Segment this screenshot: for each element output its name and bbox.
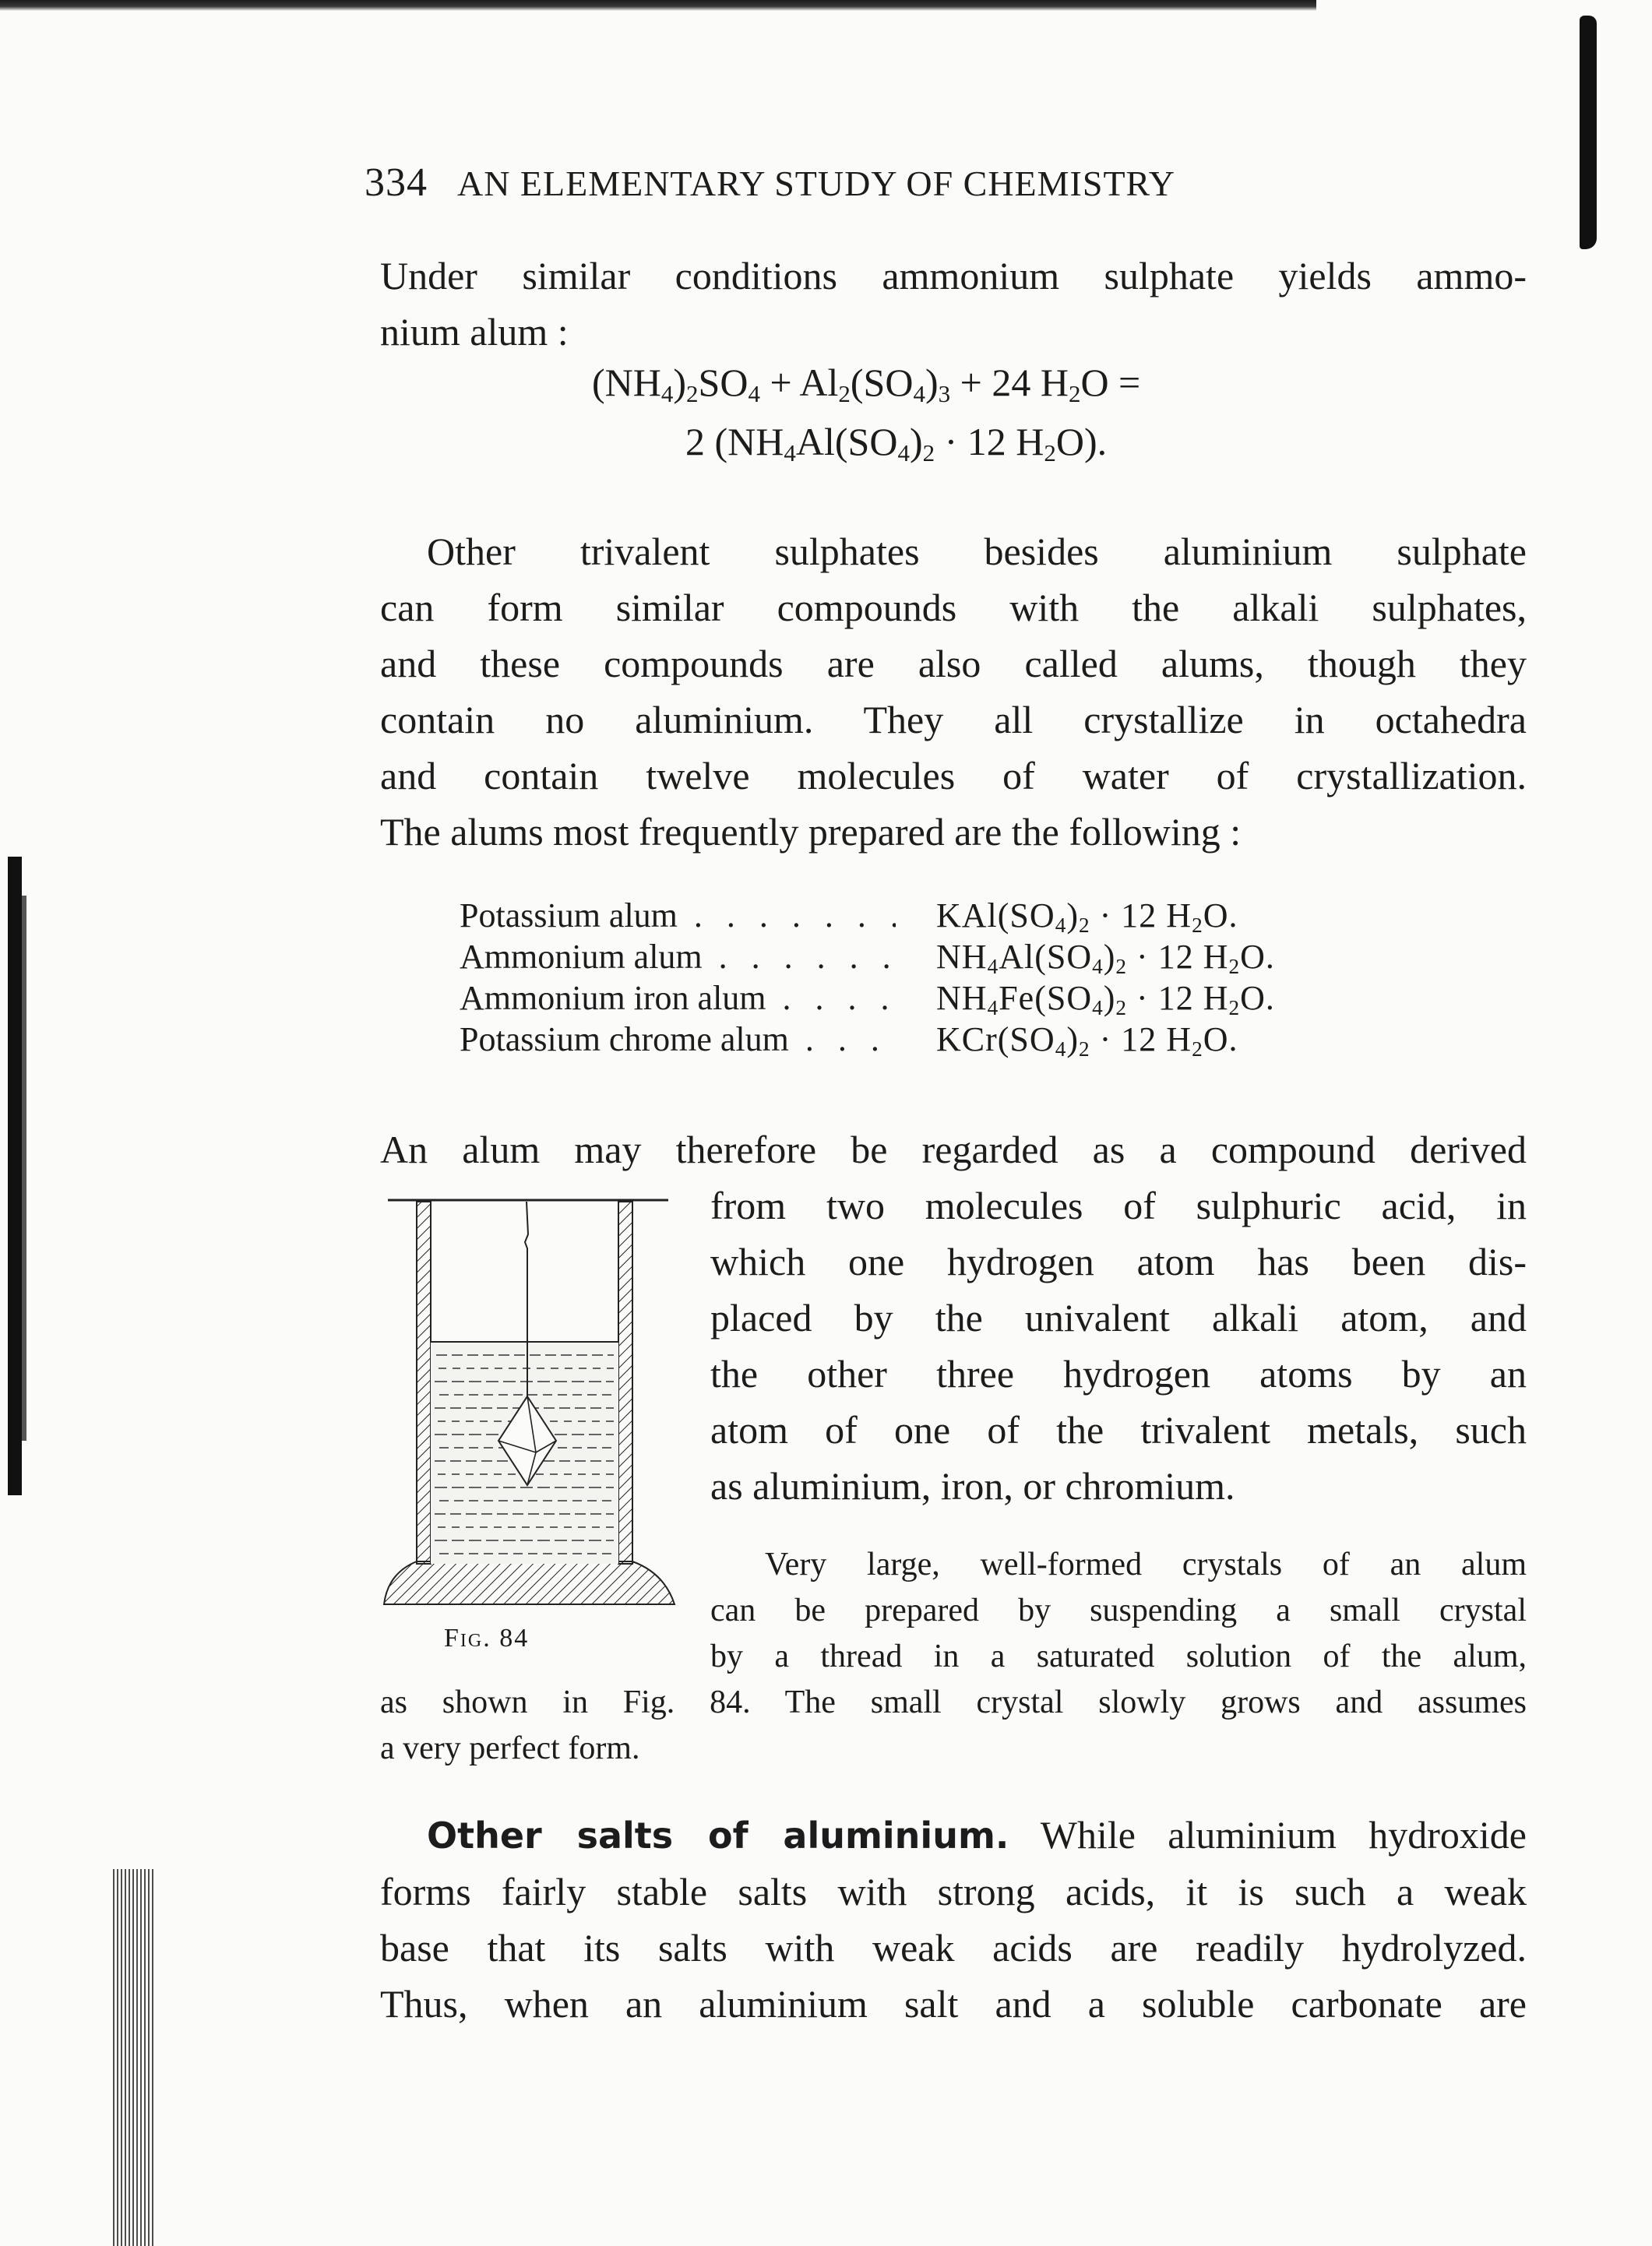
alums-line: contain no aluminium. They all crystallize in octahedra xyxy=(380,698,1527,741)
alum-formula xyxy=(896,896,1238,935)
formula-part: NH xyxy=(936,979,988,1017)
formula-sub: 2 xyxy=(1192,913,1203,937)
beaker-base xyxy=(384,1561,675,1604)
formula-sub: 2 xyxy=(1228,954,1241,978)
figure-label-number: 84 xyxy=(499,1624,530,1653)
alums-paragraph xyxy=(380,523,1527,860)
salts-paragraph xyxy=(380,1807,1527,2032)
formula-part: Fe(SO xyxy=(999,979,1093,1017)
eq1-part: ) xyxy=(925,361,939,404)
page-number: 334 xyxy=(365,160,428,205)
crystal-note-full xyxy=(380,1680,1527,1772)
eq1-sub: 4 xyxy=(748,379,760,407)
eq2-part: Al(SO xyxy=(795,420,898,463)
formula-part: · 12 H xyxy=(1127,979,1229,1017)
equation-line-2 xyxy=(685,419,1107,464)
intro-paragraph xyxy=(380,248,1527,360)
beaker-wall-left xyxy=(417,1202,431,1564)
formula-sub: 4 xyxy=(1055,913,1067,937)
alum-formula xyxy=(896,978,1275,1018)
crystal-note-wrapped xyxy=(710,1542,1527,1680)
table-row xyxy=(460,1019,1472,1061)
eq1-sub: 2 xyxy=(1068,379,1081,407)
crystal-note-line: can be prepared by suspending a small crystal xyxy=(710,1593,1527,1628)
formula-part: · 12 H xyxy=(1090,896,1192,935)
alum-name: Ammonium alum . . . xyxy=(460,937,896,977)
crystal-note-line: as shown in Fig. 84. The small crystal slowly grows and assumes xyxy=(380,1684,1527,1720)
alum-name: Potassium alum . . . xyxy=(460,896,896,935)
salts-heading: Other salts of aluminium. xyxy=(427,1815,1009,1857)
derived-line: the other three hydrogen atoms by an xyxy=(710,1352,1527,1396)
derived-wrapped xyxy=(710,1178,1527,1514)
eq2-sub: 4 xyxy=(784,438,796,466)
formula-part: NH xyxy=(936,938,988,976)
scan-binding-marks xyxy=(113,1869,156,2246)
running-title: AN ELEMENTARY STUDY OF CHEMISTRY xyxy=(456,164,1175,203)
alum-name: Potassium chrome alum . . . xyxy=(460,1019,896,1059)
eq1-sub: 2 xyxy=(838,379,851,407)
eq2-part: O). xyxy=(1055,420,1108,463)
eq1-part: O = xyxy=(1080,361,1141,404)
formula-sub: 2 xyxy=(1228,995,1241,1019)
formula-part: · 12 H xyxy=(1090,1020,1192,1058)
alums-line: Other trivalent sulphates besides aluminium sulphate xyxy=(427,530,1527,573)
scan-edge-top xyxy=(0,0,1316,11)
alum-formula xyxy=(896,937,1275,977)
derived-first-line xyxy=(380,1121,1527,1178)
figure-label-prefix: Fig. xyxy=(444,1624,491,1653)
derived-line: as aluminium, iron, or chromium. xyxy=(710,1464,1235,1508)
eq1-part: (NH xyxy=(592,361,661,404)
derived-line: An alum may therefore be regarded as a compound derived xyxy=(380,1128,1527,1171)
table-row xyxy=(460,937,1472,978)
salts-line: forms fairly stable salts with strong acids, it is such a weak xyxy=(380,1870,1527,1913)
formula-sub: 4 xyxy=(1055,1037,1067,1061)
formula-part: KCr(SO xyxy=(936,1020,1055,1058)
formula-part: ) xyxy=(1066,896,1079,935)
eq1-sub: 4 xyxy=(660,379,674,407)
eq1-sub: 2 xyxy=(686,379,699,407)
formula-sub: 2 xyxy=(1115,954,1128,978)
crystal-note-line: Very large, well-formed crystals of an alum xyxy=(765,1547,1527,1582)
salts-first-line-rest: While aluminium hydroxide xyxy=(1040,1813,1527,1857)
figure-caption xyxy=(444,1624,529,1653)
formula-part: ) xyxy=(1066,1020,1079,1058)
eq2-part: 2 (NH xyxy=(685,420,784,463)
eq1-sub: 3 xyxy=(938,379,951,407)
formula-sub: 4 xyxy=(1092,995,1104,1019)
salts-first-line xyxy=(380,1807,1527,1864)
alum-name: Ammonium iron alum . . . xyxy=(460,978,896,1018)
eq2-sub: 2 xyxy=(922,438,935,466)
equation-line-1 xyxy=(592,360,1140,405)
crystal-note-line: a very perfect form. xyxy=(380,1730,640,1766)
eq2-sub: 2 xyxy=(1044,438,1056,466)
table-row xyxy=(460,896,1472,937)
eq1-part: + Al xyxy=(759,361,839,404)
derived-line: which one hydrogen atom has been dis- xyxy=(710,1240,1527,1283)
running-header xyxy=(365,160,1405,214)
eq1-part: + 24 H xyxy=(950,361,1069,404)
beaker-wall-right xyxy=(618,1202,632,1564)
alums-table xyxy=(460,896,1472,1061)
formula-part: ) xyxy=(1103,938,1116,976)
scan-edge-left-thin xyxy=(22,896,26,1441)
alum-formula xyxy=(896,1019,1238,1059)
eq1-sub: 4 xyxy=(913,379,925,407)
formula-part: O. xyxy=(1240,938,1275,976)
crystal-note-line: by a thread in a saturated solution of the alum, xyxy=(710,1639,1527,1674)
derived-line: from two molecules of sulphuric acid, in xyxy=(710,1184,1527,1227)
table-row xyxy=(460,978,1472,1019)
intro-line: Under similar conditions ammonium sulphate yields ammo- xyxy=(380,254,1527,297)
formula-sub: 4 xyxy=(987,995,999,1019)
formula-sub: 2 xyxy=(1078,913,1090,937)
alums-line: and these compounds are also called alums, though they xyxy=(380,642,1527,685)
eq2-part: ) xyxy=(909,420,923,463)
intro-line: nium alum : xyxy=(380,310,569,354)
formula-sub: 2 xyxy=(1192,1037,1203,1061)
eq2-part: · 12 H xyxy=(935,420,1044,463)
formula-sub: 4 xyxy=(987,954,999,978)
scan-edge-right xyxy=(1580,16,1597,249)
eq1-part: SO xyxy=(698,361,749,404)
salts-line: Thus, when an aluminium salt and a soluble carbonate are xyxy=(380,1982,1527,2026)
formula-part: · 12 H xyxy=(1127,938,1229,976)
eq1-part: (SO xyxy=(850,361,914,404)
figure-84-crystal-in-beaker xyxy=(380,1188,685,1616)
eq1-part: ) xyxy=(673,361,687,404)
derived-line: atom of one of the trivalent metals, such xyxy=(710,1408,1527,1452)
alums-line: can form similar compounds with the alkali sulphates, xyxy=(380,586,1527,629)
formula-sub: 4 xyxy=(1092,954,1104,978)
scan-edge-left xyxy=(8,857,22,1495)
salts-line: base that its salts with weak acids are readily hydrolyzed. xyxy=(380,1926,1527,1970)
formula-sub: 2 xyxy=(1115,995,1128,1019)
formula-part: O. xyxy=(1203,1020,1238,1058)
eq2-sub: 4 xyxy=(897,438,910,466)
formula-part: ) xyxy=(1103,979,1116,1017)
formula-part: KAl(SO xyxy=(936,896,1055,935)
derived-line: placed by the univalent alkali atom, and xyxy=(710,1296,1527,1340)
formula-part: O. xyxy=(1240,979,1275,1017)
alums-line: The alums most frequently prepared are the following : xyxy=(380,810,1242,854)
formula-sub: 2 xyxy=(1078,1037,1090,1061)
alums-line: and contain twelve molecules of water of crystallization. xyxy=(380,754,1527,797)
formula-part: O. xyxy=(1203,896,1238,935)
formula-part: Al(SO xyxy=(999,938,1093,976)
